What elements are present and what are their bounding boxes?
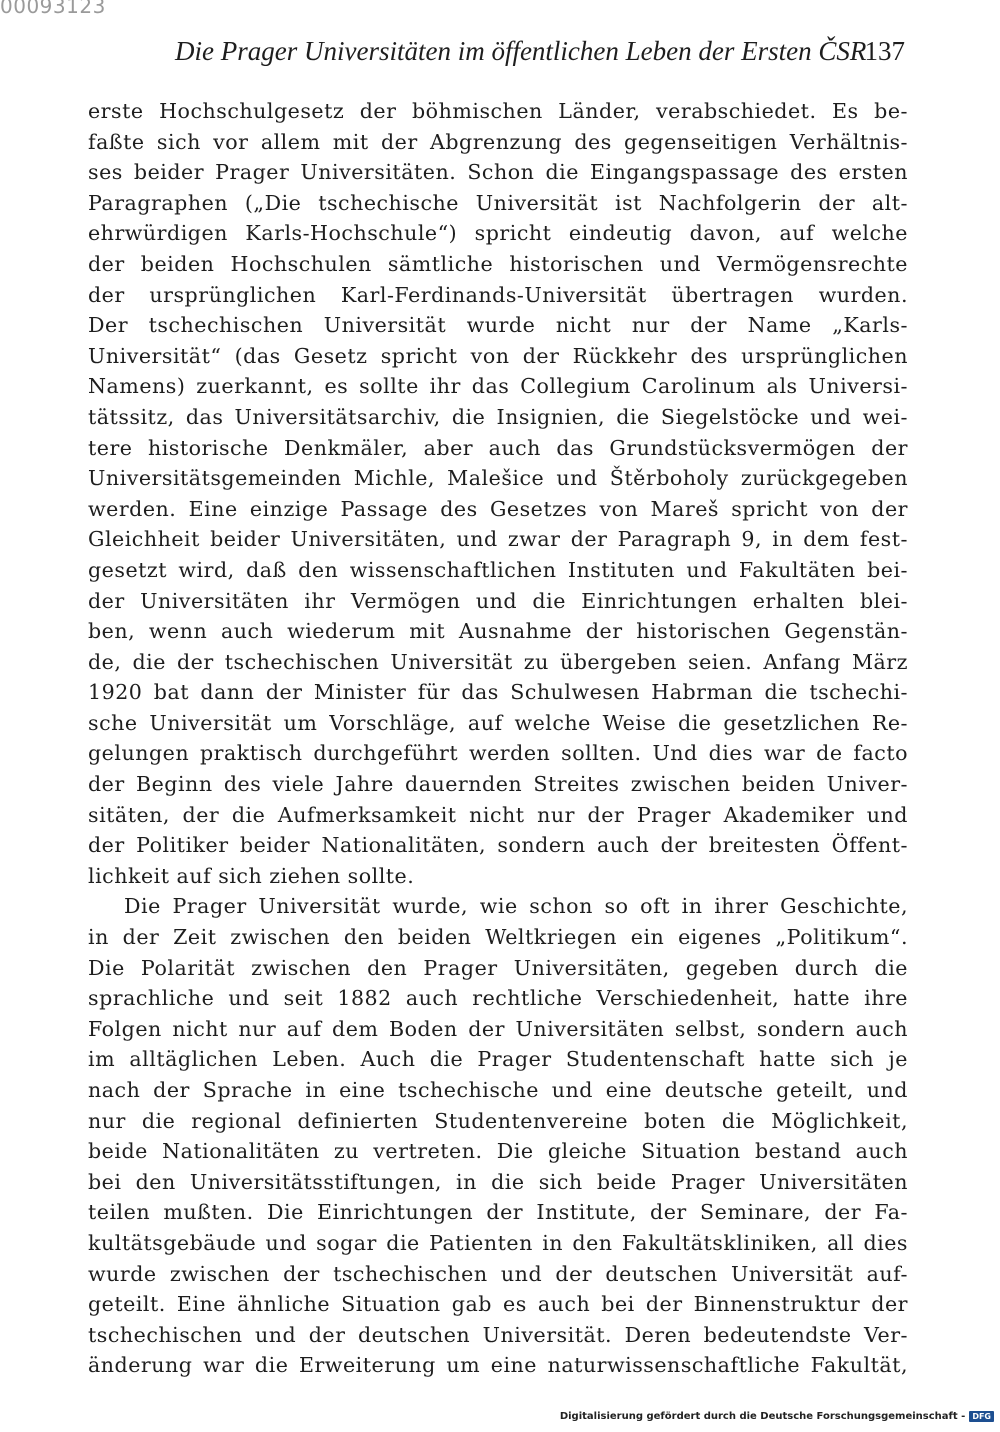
text-line: sche Universität um Vorschläge, auf welche Weise die gesetzlichen Re- — [88, 710, 908, 735]
body-text — [88, 96, 908, 1381]
text-line: kultätsgebäude und sogar die Patienten in den Fakultätskliniken, all dies — [88, 1230, 908, 1255]
text-line: der Universitäten ihr Vermögen und die Einrichtungen erhalten blei- — [88, 588, 908, 613]
text-line: Universität“ (das Gesetz spricht von der Rückkehr des ursprünglichen — [88, 343, 908, 368]
text-line: 1920 bat dann der Minister für das Schulwesen Habrman die tschechi- — [88, 680, 908, 705]
text-line: Der tschechischen Universität wurde nicht nur der Name „Karls- — [88, 313, 908, 338]
text-line: nach der Sprache in eine tschechische und eine deutsche geteilt, und — [88, 1078, 908, 1102]
text-line: ehrwürdigen Karls-Hochschule“) spricht eindeutig davon, auf welche — [88, 221, 908, 246]
funding-note: Digitalisierung gefördert durch die Deutsche Forschungsgemeinschaft - — [559, 1411, 966, 1422]
text-line: tere historische Denkmäler, aber auch das Grundstücksvermögen der — [88, 435, 908, 460]
text-line: in der Zeit zwischen den beiden Weltkriegen ein eigenes „Politikum“. — [88, 925, 908, 950]
text-line: der ursprünglichen Karl-Ferdinands-Universität übertragen wurden. — [88, 282, 908, 307]
text-line: Die Polarität zwischen den Prager Universitäten, gegeben durch die — [88, 955, 908, 980]
text-line: werden. Eine einzige Passage des Gesetzes von Mareš spricht von der — [88, 496, 908, 521]
text-line: teilen mußten. Die Einrichtungen der Institute, der Seminare, der Fa- — [88, 1200, 908, 1225]
page-number: 137 — [864, 36, 905, 66]
text-line: ses beider Prager Universitäten. Schon die Eingangspassage des ersten — [88, 160, 908, 185]
text-line: sitäten, der die Aufmerksamkeit nicht nur der Prager Akademiker und — [88, 802, 908, 827]
text-line: nur die regional definierten Studentenvereine boten die Möglichkeit, — [88, 1108, 908, 1133]
text-line: sprachliche und seit 1882 auch rechtliche Verschiedenheit, hatte ihre — [88, 986, 908, 1011]
text-line: der Politiker beider Nationalitäten, sondern auch der breitesten Öffent- — [88, 833, 908, 858]
text-line: tschechischen und der deutschen Universität. Deren bedeutendste Ver- — [88, 1322, 908, 1347]
paragraph-end-line: lichkeit auf sich ziehen sollte. — [88, 863, 415, 888]
page-header — [175, 36, 905, 76]
text-line: Gleichheit beider Universitäten, und zwar der Paragraph 9, in dem fest- — [88, 527, 908, 552]
text-line: der Beginn des viele Jahre dauernden Streites zwischen beiden Univer- — [88, 772, 908, 797]
text-line: änderung war die Erweiterung um eine naturwissenschaftliche Fakultät, — [88, 1353, 908, 1378]
text-line: erste Hochschulgesetz der böhmischen Länder, verabschiedet. Es be- — [88, 99, 908, 123]
text-line: de, die der tschechischen Universität zu übergeben seien. Anfang März — [88, 649, 908, 674]
text-line: der beiden Hochschulen sämtliche historischen und Vermögensrechte — [88, 251, 908, 276]
text-line: Universitätsgemeinden Michle, Malešice und Štěrboholy zurückgegeben — [88, 466, 908, 491]
text-line: faßte sich vor allem mit der Abgrenzung des gegenseitigen Verhältnis- — [88, 129, 908, 154]
text-line: gelungen praktisch durchgeführt werden sollten. Und dies war de facto — [88, 741, 908, 766]
text-line: Namens) zuerkannt, es sollte ihr das Collegium Carolinum als Universi- — [88, 374, 908, 399]
text-line: gesetzt wird, daß den wissenschaftlichen Instituten und Fakultäten bei- — [88, 557, 908, 582]
page-id-stamp: 00093123 — [0, 0, 106, 18]
text-line: ben, wenn auch wiederum mit Ausnahme der historischen Gegenstän- — [88, 619, 908, 644]
paragraph-start-line: Die Prager Universität wurde, wie schon so oft in ihrer Geschichte, — [124, 894, 908, 919]
text-line: im alltäglichen Leben. Auch die Prager Studentenschaft hatte sich je — [88, 1047, 908, 1072]
running-title: Die Prager Universitäten im öffentlichen Leben der Ersten ČSR — [175, 36, 867, 66]
text-line: geteilt. Eine ähnliche Situation gab es auch bei der Binnenstruktur der — [88, 1292, 908, 1317]
text-line: tätssitz, das Universitätsarchiv, die Insignien, die Siegelstöcke und wei- — [88, 404, 908, 429]
dfg-logo: DFG — [969, 1411, 994, 1422]
text-line: wurde zwischen der tschechischen und der deutschen Universität auf- — [88, 1261, 908, 1286]
text-line: Folgen nicht nur auf dem Boden der Universitäten selbst, sondern auch — [88, 1016, 908, 1041]
text-line: beide Nationalitäten zu vertreten. Die gleiche Situation bestand auch — [88, 1139, 908, 1164]
text-line: bei den Universitätsstiftungen, in die sich beide Prager Universitäten — [88, 1169, 908, 1194]
funding-footer — [560, 1411, 994, 1422]
text-line: Paragraphen („Die tschechische Universität ist Nachfolgerin der alt- — [88, 190, 908, 215]
